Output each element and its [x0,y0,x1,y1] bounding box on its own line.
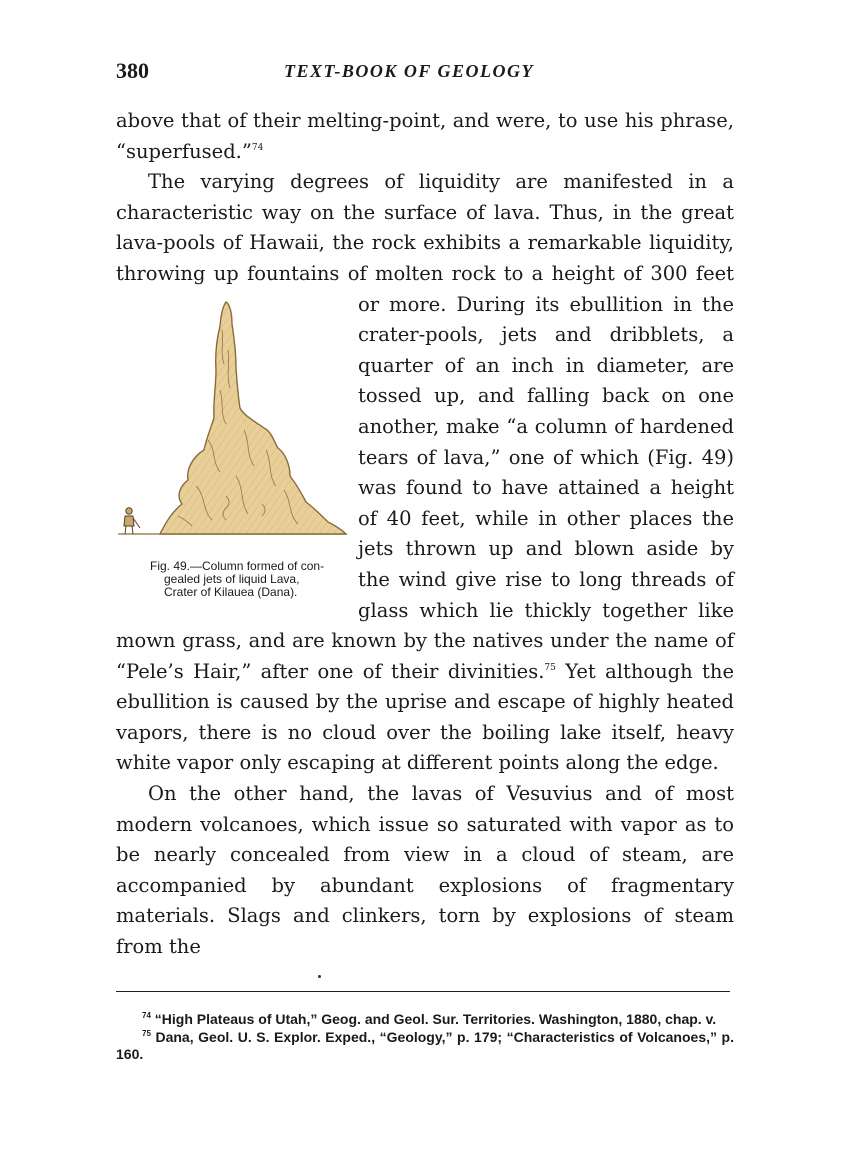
figure-49 [116,290,348,604]
page-number: 380 [116,58,149,83]
footnote-ref-74: 74 [251,142,264,153]
footnote-75-number: 75 [142,1028,151,1038]
caption-line-2: gealed jets of liquid Lava, [164,571,300,586]
human-figure [124,507,140,533]
paragraph-2-text-rest: During its ebullition in the crater-pools, jets and dribblets, a quarter of an inch in diameter, are tossed up, and falling back on one another, make “a column of hardened tears of lava,” one of which (Fig. 49) was found to have attained a height of 40 feet, while in other places the jets thrown up and blown aside by the wind give rise to long threads of glass which lie thickly together like mown grass, and are known by the natives under the name of “Pele’s Hair,” after one of their divinities. [116,292,735,683]
footnotes [116,1011,734,1064]
footnote-ref-75: 75 [544,662,556,673]
footnote-75-text: Dana, Geol. U. S. Explor. Exped., “Geology,” p. 179; “Characteristics of Volcanoes,” p. 160. [116,1028,735,1062]
running-title: TEXT-BOOK OF GEOLOGY [284,61,535,81]
rule-dot [318,975,321,978]
footnote-75 [116,1029,734,1064]
figure-caption [116,560,348,599]
paragraph-1 [116,106,734,167]
paragraph-2 [116,167,734,779]
footnote-74-text: “High Plateaus of Utah,” Geog. and Geol. Sur. Territories. Washington, 1880, chap. v. [154,1011,717,1027]
paragraph-3 [116,779,734,963]
footnote-74 [116,1011,734,1029]
page-header [116,58,736,92]
lava-column-illustration [116,290,348,552]
body-text [116,106,734,963]
paragraph-2-tail: Yet although the ebullition is caused by the uprise and escape of highly heated vapors, there is no cloud over the boiling lake itself, heavy white vapor only escaping at different points along the edge. [116,659,734,775]
paragraph-2-text-start: The varying degrees of liquidity are manifested in a characteristic way on the surface of lava. Thus, in the great lava-pools of Hawaii, the rock exhibits a remarkable liquidity, throwing up fountains of molten rock to a height of 300 feet or more. [116,170,734,316]
paragraph-1-text: above that of their melting-point, and were, to use his phrase, “superfused.” [116,109,734,163]
caption-line-1: Fig. 49.—Column formed of con- [150,558,325,573]
paragraph-3-text: On the other hand, the lavas of Vesuvius and of most modern volcanoes, which issue so saturated with vapor as to be nearly concealed from view in a cloud of steam, are accompanied by abundant explosions of fragmentary materials. Slags and clinkers, torn by explosions of steam from the [116,782,734,959]
caption-line-3: Crater of Kilauea (Dana). [164,584,298,599]
footnote-rule [116,991,730,992]
footnote-74-number: 74 [142,1011,151,1020]
